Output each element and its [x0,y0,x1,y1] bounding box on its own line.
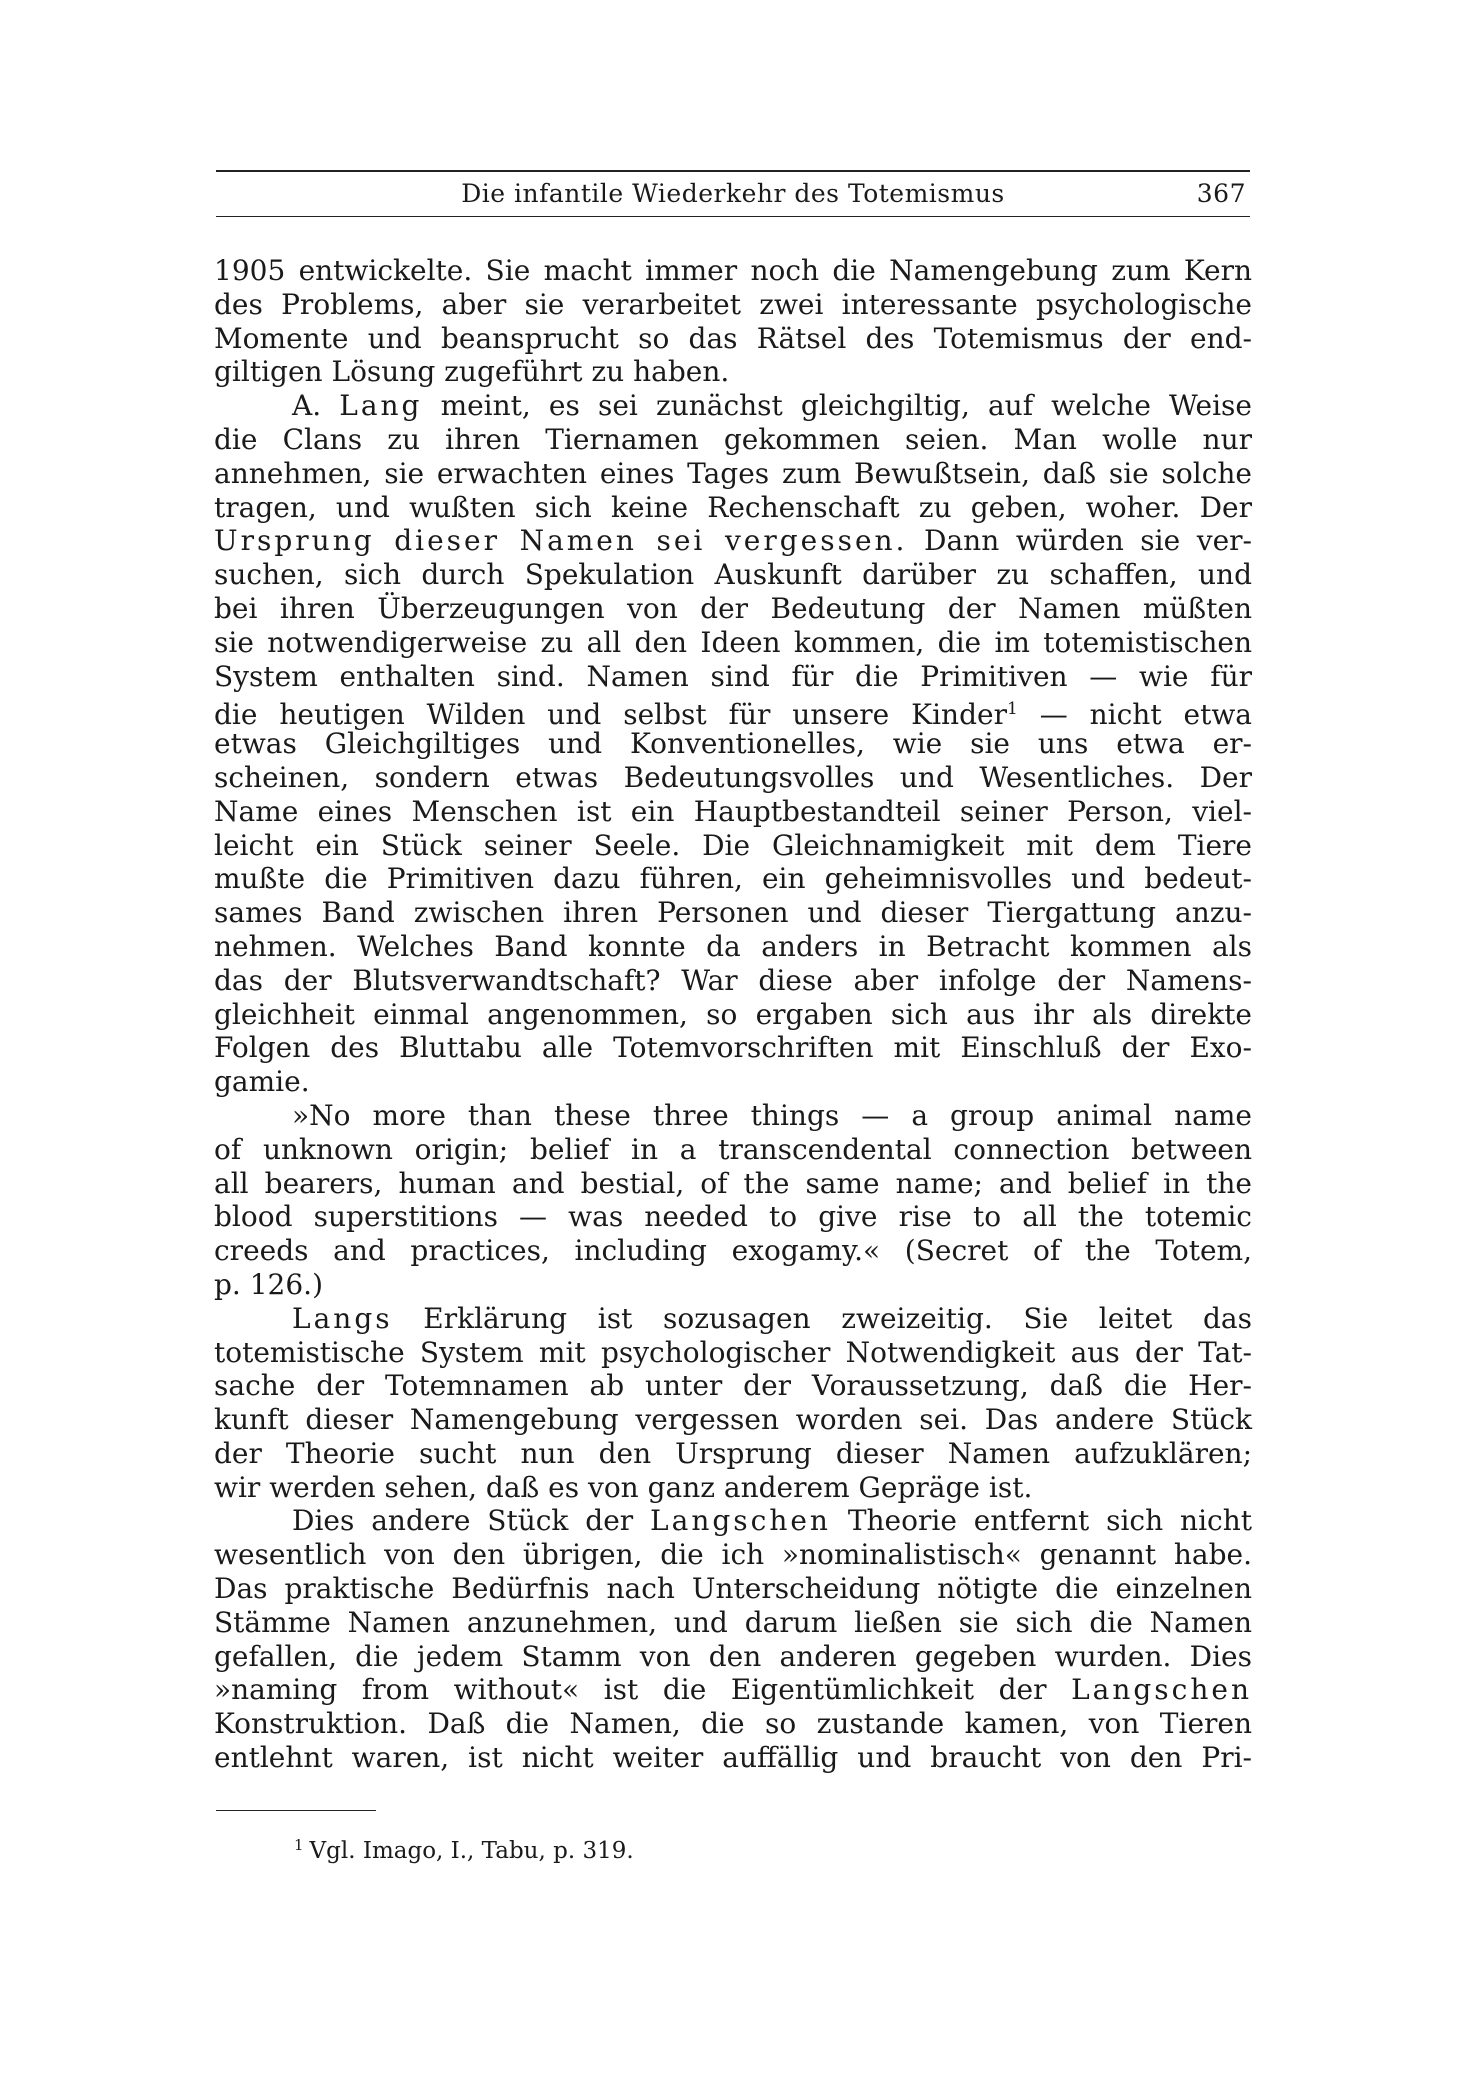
text-line: das der Blutsverwandtschaft? War diese aber infolge der Namens- [214,963,1252,997]
text-line: des Problems, aber sie verarbeitet zwei interessante psychologische [214,287,1252,321]
text-fragment: Dann würden sie ver- [907,524,1252,558]
text-line [214,1504,1252,1538]
text-line: gefallen, die jedem Stamm von den anderen gegeben wurden. Dies [214,1639,1252,1673]
text-line: kunft dieser Namengebung vergessen worden sei. Das andere Stück [214,1403,1252,1437]
text-line: sache der Totemnamen ab unter der Voraussetzung, daß die Her- [214,1369,1252,1403]
spaced-name: Langschen [650,1504,831,1538]
text-line: nehmen. Welches Band konnte da anders in Betracht kommen als [214,929,1252,963]
running-head [216,174,1250,214]
text-line: scheinen, sondern etwas Bedeutungsvolles und Wesentliches. Der [214,760,1252,794]
text-fragment: die heutigen Wilden und selbst für unsere Kinder [214,698,1007,732]
running-head-title: Die infantile Wiederkehr des Totemismus [461,179,1005,208]
text-line: Folgen des Bluttabu alle Totemvorschriften mit Einschluß der Exo- [214,1031,1252,1065]
text-line: gleichheit einmal angenommen, so ergaben sich aus ihr als direkte [214,997,1252,1031]
text-fragment: Erklärung ist sozusagen zweizeitig. Sie leitet das [392,1301,1252,1335]
quote-line: p. 126.) [214,1267,323,1301]
text-line [214,693,1253,732]
header-rule-bottom [216,216,1250,217]
text-line: annehmen, sie erwachten eines Tages zum Bewußtsein, daß sie solche [214,456,1252,490]
text-fragment: A. [292,389,340,423]
footnote [294,1830,634,1866]
text-line: sie notwendigerweise zu all den Ideen kommen, die im totemistischen [214,625,1252,659]
text-fragment: »naming from without« ist die Eigentümlichkeit der [214,1673,1072,1707]
header-rule-top [216,170,1250,172]
text-line: die Clans zu ihren Tiernamen gekommen seien. Man wolle nur [214,422,1252,456]
text-line [214,1673,1252,1707]
text-line: System enthalten sind. Namen sind für die Primitiven — wie für [214,659,1252,693]
footnote-reference[interactable]: 1 [1006,699,1018,720]
text-line: giltigen Lösung zugeführt zu haben. [214,355,730,389]
text-line: entlehnt waren, ist nicht weiter auffällig und braucht von den Pri- [214,1741,1252,1775]
text-line: totemistische System mit psychologischer Notwendigkeit aus der Tat- [214,1335,1252,1369]
text-line: Momente und beansprucht so das Rätsel des Totemismus der end- [214,321,1252,355]
page-number: 367 [1196,179,1246,208]
footnote-mark: 1 [294,1836,304,1854]
quote-line: all bearers, human and bestial, of the same name; and belief in the [214,1166,1252,1200]
spaced-name: Langs [292,1301,393,1335]
quote-line: creeds and practices, including exogamy.« (Secret of the Totem, [214,1234,1252,1268]
text-fragment: Theorie entfernt sich nicht [830,1504,1252,1538]
body-text [214,254,1252,1775]
text-line: der Theorie sucht nun den Ursprung dieser Namen aufzuklären; [214,1436,1252,1470]
text-line: bei ihren Überzeugungen von der Bedeutung der Namen müßten [214,591,1252,625]
text-line: gamie. [214,1065,310,1099]
text-line [214,524,1252,558]
text-line: mußte die Primitiven dazu führen, ein geheimnisvolles und bedeut- [214,862,1252,896]
text-line: Konstruktion. Daß die Namen, die so zustande kamen, von Tieren [214,1707,1252,1741]
footnote-text: Vgl. Imago, I., Tabu, p. 319. [309,1838,634,1864]
text-line: 1905 entwickelte. Sie macht immer noch die Namengebung zum Kern [214,254,1252,287]
text-fragment: — nicht etwa [1017,698,1253,732]
text-line: tragen, und wußten sich keine Rechenschaft zu geben, woher. Der [214,490,1252,524]
quote-line: »No more than these three things — a group animal name [292,1098,1252,1132]
text-line: Das praktische Bedürfnis nach Unterscheidung nötigte die einzelnen [214,1572,1252,1606]
spaced-name: Lang [339,389,423,423]
text-line: wesentlich von den übrigen, die ich »nominalistisch« genannt habe. [214,1538,1252,1572]
spaced-phrase: Ursprung dieser Namen sei vergessen. [214,524,908,558]
text-line [214,1302,1252,1336]
text-line [214,389,1252,423]
spaced-name: Langschen [1071,1673,1252,1707]
quote-line: blood superstitions — was needed to give rise to all the totemic [214,1200,1252,1234]
text-line: Name eines Menschen ist ein Hauptbestandteil seiner Person, viel- [214,794,1252,828]
text-line: etwas Gleichgiltiges und Konventionelles, wie sie uns etwa er- [214,727,1252,761]
text-line: wir werden sehen, daß es von ganz anderem Gepräge ist. [214,1470,1033,1504]
text-fragment: Dies andere Stück der [292,1504,651,1538]
text-line: suchen, sich durch Spekulation Auskunft darüber zu schaffen, und [214,558,1252,592]
text-line: leicht ein Stück seiner Seele. Die Gleichnamigkeit mit dem Tiere [214,828,1252,862]
text-line: sames Band zwischen ihren Personen und dieser Tiergattung anzu- [214,896,1252,930]
text-fragment: meint, es sei zunächst gleichgiltig, auf welche Weise [422,389,1252,423]
text-line: Stämme Namen anzunehmen, und darum ließen sie sich die Namen [214,1605,1252,1639]
footnote-rule [216,1810,376,1811]
quote-line: of unknown origin; belief in a transcendental connection between [214,1132,1252,1166]
